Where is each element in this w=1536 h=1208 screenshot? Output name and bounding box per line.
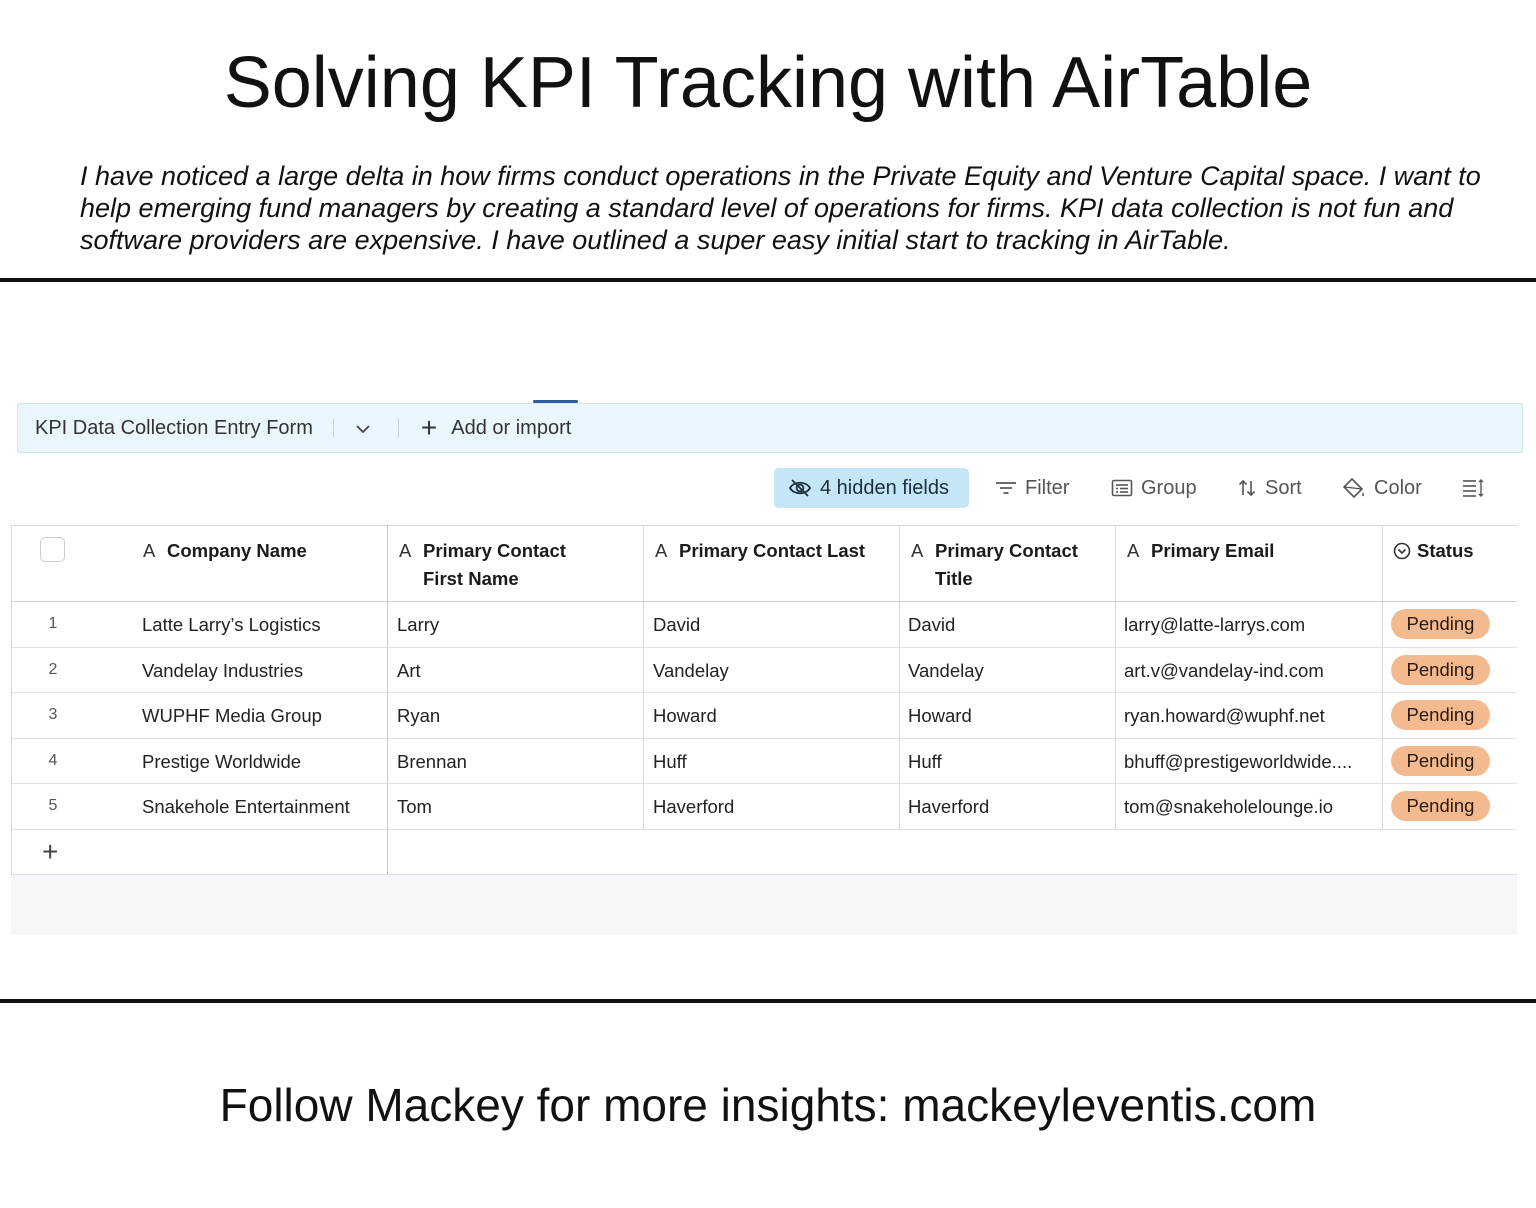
hidden-fields-button[interactable] (774, 468, 969, 508)
cell-email[interactable]: art.v@vandelay-ind.com (1124, 660, 1324, 681)
page-title: Solving KPI Tracking with AirTable (223, 43, 1313, 123)
cell-title[interactable]: Vandelay (908, 660, 984, 681)
add-or-import-label: Add or import (451, 416, 572, 439)
cell-last[interactable]: Huff (653, 751, 687, 772)
add-record-row[interactable] (11, 830, 1517, 875)
cell-company[interactable]: Vandelay Industries (142, 660, 304, 681)
cell-company[interactable]: WUPHF Media Group (142, 705, 322, 726)
data-grid (11, 525, 1517, 935)
divider (333, 419, 334, 437)
row-number: 4 (48, 752, 58, 769)
row-height-icon (1462, 478, 1486, 498)
filter-label: Filter (1025, 476, 1070, 499)
table-row[interactable] (11, 602, 1517, 648)
single-select-icon (1393, 537, 1417, 565)
header-row (11, 525, 1517, 602)
add-or-import-button[interactable] (413, 414, 571, 442)
status-badge[interactable]: Pending (1391, 609, 1490, 639)
cell-title[interactable]: Haverford (908, 796, 990, 817)
footer-text: Follow Mackey for more insights: mackeyleventis.com (219, 1079, 1317, 1131)
status-badge[interactable]: Pending (1391, 746, 1490, 776)
view-bar (17, 403, 1523, 453)
eye-slash-icon (788, 478, 812, 498)
column-header-label: Primary Contact (935, 540, 1078, 561)
column-header-label: Primary Contact Last (679, 540, 866, 561)
column-header-last[interactable] (655, 537, 865, 565)
color-button[interactable] (1342, 468, 1422, 508)
plus-icon[interactable]: + (42, 836, 59, 867)
cell-first-name[interactable]: Tom (397, 796, 432, 817)
status-badge[interactable]: Pending (1391, 700, 1490, 730)
cell-email[interactable]: tom@snakeholelounge.io (1124, 796, 1334, 817)
cell-email[interactable]: larry@latte-larrys.com (1124, 614, 1306, 635)
column-header-email[interactable] (1127, 537, 1274, 565)
filter-button[interactable] (995, 468, 1069, 508)
text-field-icon: A (655, 540, 668, 561)
grid-empty-area (11, 875, 1517, 935)
cell-email[interactable]: bhuff@prestigeworldwide.... (1124, 751, 1353, 772)
row-height-button[interactable] (1462, 468, 1494, 508)
sort-icon (1237, 478, 1257, 498)
divider-top (0, 278, 1536, 282)
text-field-icon: A (143, 540, 156, 561)
group-button[interactable] (1111, 468, 1197, 508)
table-row[interactable] (11, 784, 1517, 830)
column-header-status[interactable] (1393, 537, 1474, 565)
status-badge[interactable]: Pending (1391, 655, 1490, 685)
airtable-app (0, 395, 1536, 935)
view-name[interactable]: KPI Data Collection Entry Form (35, 416, 313, 439)
cell-last[interactable]: Howard (653, 705, 717, 726)
table-row[interactable] (11, 693, 1517, 739)
cell-email[interactable]: ryan.howard@wuphf.net (1124, 705, 1325, 726)
cell-title[interactable]: Huff (908, 751, 942, 772)
plus-icon: + (420, 412, 438, 443)
row-number: 3 (48, 706, 58, 723)
filter-icon (995, 480, 1017, 496)
column-header-first-name[interactable] (399, 537, 566, 593)
group-icon (1111, 479, 1133, 497)
chevron-down-icon[interactable] (348, 417, 378, 440)
view-toolbar (0, 468, 1536, 508)
intro-paragraph: I have noticed a large delta in how firms conduct operations in the Private Equity and Venture Capital space. I want to help emerging fund managers by creating a standard level of operations for firms. KPI data collection is not fun and software providers are expensive. I have outlined a super easy initial start to tracking in AirTable. (80, 161, 1481, 255)
row-number: 5 (48, 797, 58, 814)
text-field-icon: A (911, 540, 924, 561)
cell-first-name[interactable]: Art (397, 660, 421, 681)
row-number: 1 (48, 615, 58, 632)
sort-button[interactable] (1237, 468, 1302, 508)
column-header-label: Primary Contact (423, 540, 566, 561)
divider (398, 419, 399, 437)
group-label: Group (1141, 476, 1197, 499)
select-all-checkbox[interactable] (40, 537, 65, 562)
sort-label: Sort (1265, 476, 1302, 499)
cell-company[interactable]: Latte Larry’s Logistics (142, 614, 321, 635)
status-badge[interactable]: Pending (1391, 791, 1490, 821)
column-header-label: Title (935, 568, 973, 589)
column-header-label: First Name (423, 568, 519, 589)
cell-first-name[interactable]: Larry (397, 614, 440, 635)
cell-company[interactable]: Snakehole Entertainment (142, 796, 350, 817)
cell-last[interactable]: David (653, 614, 701, 635)
cell-first-name[interactable]: Brennan (397, 751, 467, 772)
hidden-fields-label: 4 hidden fields (820, 476, 949, 499)
cell-company[interactable]: Prestige Worldwide (142, 751, 302, 772)
paint-bucket-icon (1342, 477, 1366, 499)
column-header-label: Company Name (167, 540, 307, 561)
text-field-icon: A (399, 540, 412, 561)
table-row[interactable] (11, 739, 1517, 784)
column-header-label: Primary Email (1151, 540, 1275, 561)
divider-bottom (0, 999, 1536, 1003)
cell-last[interactable]: Haverford (653, 796, 735, 817)
cell-title[interactable]: Howard (908, 705, 972, 726)
cell-title[interactable]: David (908, 614, 956, 635)
cell-last[interactable]: Vandelay (653, 660, 729, 681)
column-header-title[interactable] (911, 537, 1078, 593)
table-row[interactable] (11, 648, 1517, 693)
text-field-icon: A (1127, 540, 1140, 561)
color-label: Color (1374, 476, 1422, 499)
column-header-label: Status (1417, 540, 1474, 561)
cell-first-name[interactable]: Ryan (397, 705, 441, 726)
column-header-company[interactable] (143, 537, 307, 565)
row-number: 2 (48, 661, 58, 678)
